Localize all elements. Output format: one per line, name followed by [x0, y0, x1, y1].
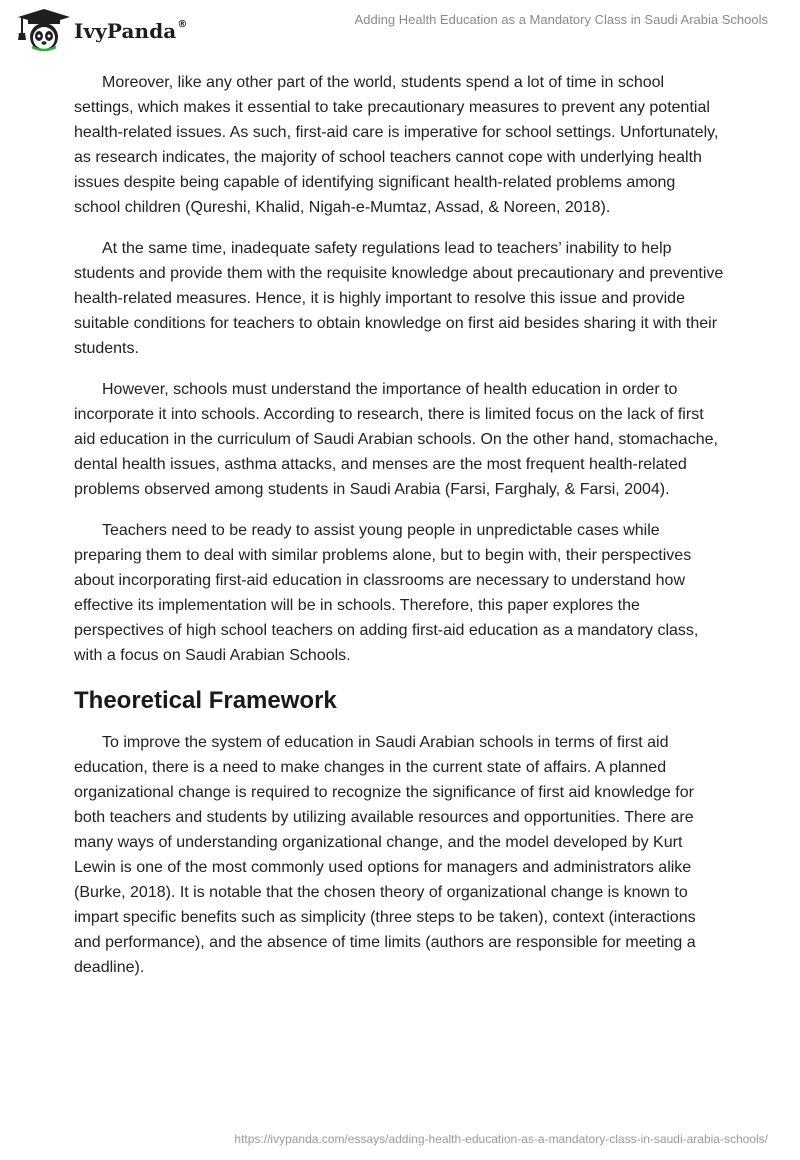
panda-graduation-cap-icon [14, 7, 72, 53]
section-heading: Theoretical Framework [74, 687, 337, 714]
paragraph-5: To improve the system of education in Saudi Arabian schools in terms of first aid education, there is a need to make changes in the current state of affairs. A planned organizational change is required to recognize the significance of first aid knowledge for both teachers and students by utilizing available resources and opportunities. There are many ways of understanding organizational change, and the model developed by Kurt Lewin is one of the most commonly used options for managers and administrators alike (Burke, 2018). It is notable that the chosen theory of organizational change is known to impart specific benefits such as simplicity (three steps to be taken), context (interactions and performance), and the absence of time limits (authors are responsible for meeting a deadline). [74, 734, 696, 976]
paragraph-2: At the same time, inadequate safety regulations lead to teachers’ inability to help students and provide them with the requisite knowledge about precautionary and preventive health-related measures. Hence, it is highly important to resolve this issue and provide suitable conditions for teachers to obtain knowledge on first aid besides sharing it with their students. [74, 240, 724, 357]
brand-name: IvyPanda® [74, 19, 188, 43]
document-title: Adding Health Education as a Mandatory Class in Saudi Arabia Schools [354, 12, 768, 27]
source-url[interactable]: https://ivypanda.com/essays/adding-health-education-as-a-mandatory-class-in-saudi-arabia-schools/ [234, 1132, 768, 1146]
paragraph-1: Moreover, like any other part of the world, students spend a lot of time in school settings, which makes it essential to take precautionary measures to prevent any potential health-related issues. As such, first-aid care is imperative for school settings. Unfortunately, as research indicates, the majority of school teachers cannot cope with underlying health issues despite being capable of identifying significant health-related problems among school children (Qureshi, Khalid, Nigah-e-Mumtaz, Assad, & Noreen, 2018). [74, 74, 719, 216]
paragraph-3: However, schools must understand the importance of health education in order to incorporate it into schools. According to research, there is limited focus on the lack of first aid education in the curriculum of Saudi Arabian schools. On the other hand, stomachache, dental health issues, asthma attacks, and menses are the most frequent health-related problems observed among students in Saudi Arabia (Farsi, Farghaly, & Farsi, 2004). [74, 381, 718, 498]
registered-mark: ® [177, 19, 188, 31]
ivypanda-logo[interactable] [14, 7, 187, 53]
paragraph-4: Teachers need to be ready to assist young people in unpredictable cases while preparing them to deal with similar problems alone, but to begin with, their perspectives about incorporating first-aid education in classrooms are necessary to understand how effective its implementation will be in schools. Therefore, this paper explores the perspectives of high school teachers on adding first-aid education as a mandatory class, with a focus on Saudi Arabian Schools. [74, 522, 699, 664]
essay-body [74, 70, 724, 996]
page-header [0, 0, 800, 56]
